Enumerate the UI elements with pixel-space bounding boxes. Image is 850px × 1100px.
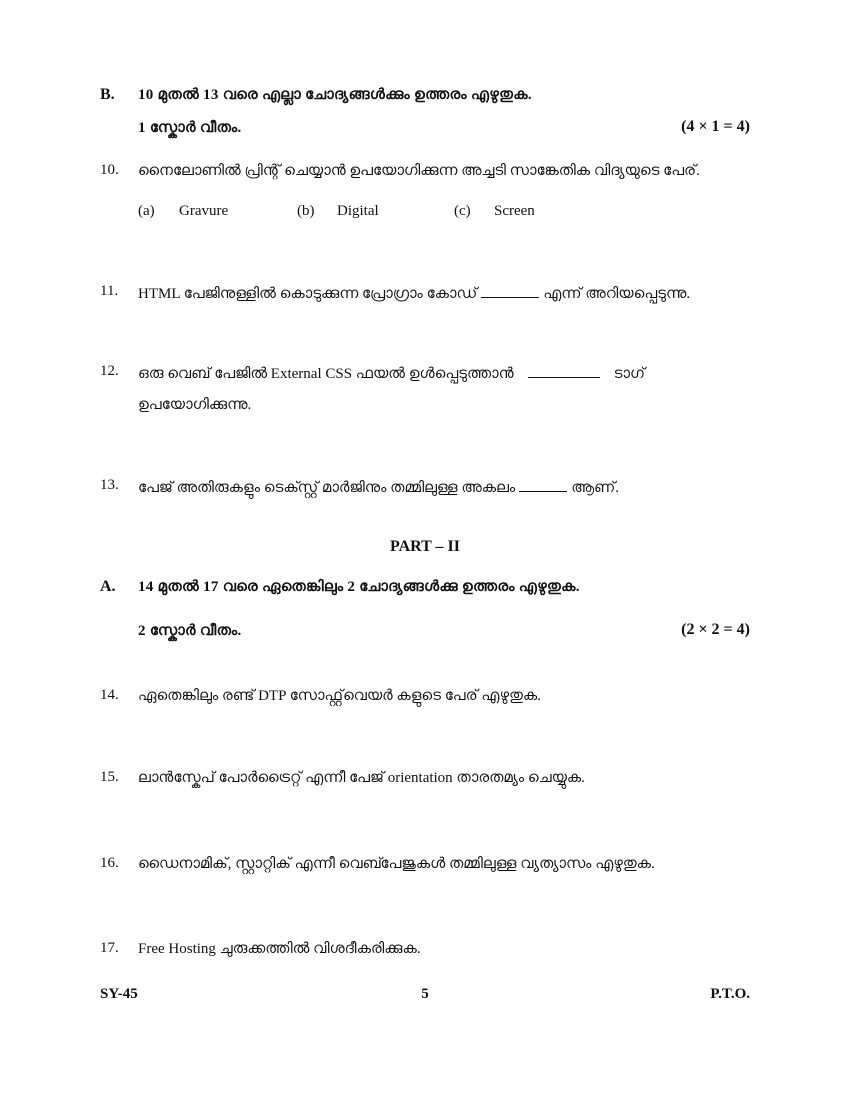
section-a-marks: (2 × 2 = 4): [681, 621, 750, 638]
question-text: Free Hosting ചുരുക്കത്തിൽ വിശദീകരിക്കുക.: [138, 941, 421, 957]
answer-blank: [528, 363, 600, 378]
answer-blank: [519, 477, 567, 492]
question-text-part: HTML പേജിനുള്ളിൽ കൊടുക്കുന്ന പ്രോഗ്രാം കോഡ്: [138, 286, 478, 302]
section-b-label: B.: [100, 86, 115, 103]
question-text: നൈലോണിൽ പ്രിന്റ് ചെയ്യാൻ ഉപയോഗിക്കുന്ന അച്ചടി സാങ്കേതിക വിദ്യയുടെ പേര്.: [138, 163, 700, 179]
question-number: 11.: [100, 283, 119, 299]
question-text: [138, 477, 619, 497]
question-number: 17.: [100, 940, 119, 956]
question-text: [138, 283, 690, 303]
question-number: 16.: [100, 855, 119, 871]
question-text: ഡൈനാമിക്, സ്റ്റാറ്റിക് എന്നീ വെബ്പേജുകൾ തമ്മിലുള്ള വ്യത്യാസം എഴുതുക.: [138, 856, 655, 872]
question-number: 15.: [100, 769, 119, 785]
question-text-part: പേജ് അതിരുകളും ടെക്സ്റ്റ് മാർജിനും തമ്മിലുള്ള അകലം: [138, 480, 516, 496]
pto-label: P.T.O.: [710, 986, 750, 1002]
answer-blank: [481, 283, 539, 298]
question-number: 13.: [100, 477, 119, 493]
option-key: (c): [454, 203, 471, 219]
option-key: (b): [297, 203, 315, 219]
option-value: Screen: [494, 203, 535, 219]
section-a-label: A.: [100, 578, 116, 595]
question-text: [138, 363, 645, 383]
part-title: PART – II: [390, 538, 460, 555]
paper-code: SY-45: [100, 986, 138, 1002]
page-number: 5: [421, 986, 429, 1002]
question-text-part: എന്ന് അറിയപ്പെടുന്നു.: [543, 286, 691, 302]
section-b-score-note: 1 സ്കോർ വീതം.: [138, 120, 242, 136]
option-key: (a): [138, 203, 155, 219]
question-text: ലാൻസ്കേപ് പോർട്രൈറ്റ് എന്നീ പേജ് orientation താരതമ്യം ചെയ്യുക.: [138, 770, 585, 786]
question-text-part: ആണ്.: [571, 480, 620, 496]
option-value: Gravure: [179, 203, 229, 219]
question-text: ഏതെങ്കിലും രണ്ട് DTP സോഫ്റ്റ്‌വെയർ കളുടെ പേര് എഴുതുക.: [138, 688, 541, 704]
section-b-marks: (4 × 1 = 4): [681, 118, 750, 135]
question-text-line2: ഉപയോഗിക്കുന്നു.: [138, 397, 252, 413]
section-a-score-note: 2 സ്കോർ വീതം.: [138, 623, 242, 639]
question-text-part: ഒരു വെബ് പേജിൽ External CSS ഫയൽ ഉൾപ്പെടുത്താൻ: [138, 366, 514, 382]
question-number: 12.: [100, 363, 119, 379]
question-text-part: ടാഗ്: [613, 366, 645, 382]
question-number: 14.: [100, 687, 119, 703]
option-value: Digital: [337, 203, 379, 219]
section-b-instruction: 10 മുതൽ 13 വരെ എല്ലാ ചോദ്യങ്ങൾക്കും ഉത്തരം എഴുതുക.: [138, 87, 532, 103]
section-a-instruction: 14 മുതൽ 17 വരെ ഏതെങ്കിലും 2 ചോദ്യങ്ങൾക്കു ഉത്തരം എഴുതുക.: [138, 579, 580, 595]
question-number: 10.: [100, 162, 119, 178]
